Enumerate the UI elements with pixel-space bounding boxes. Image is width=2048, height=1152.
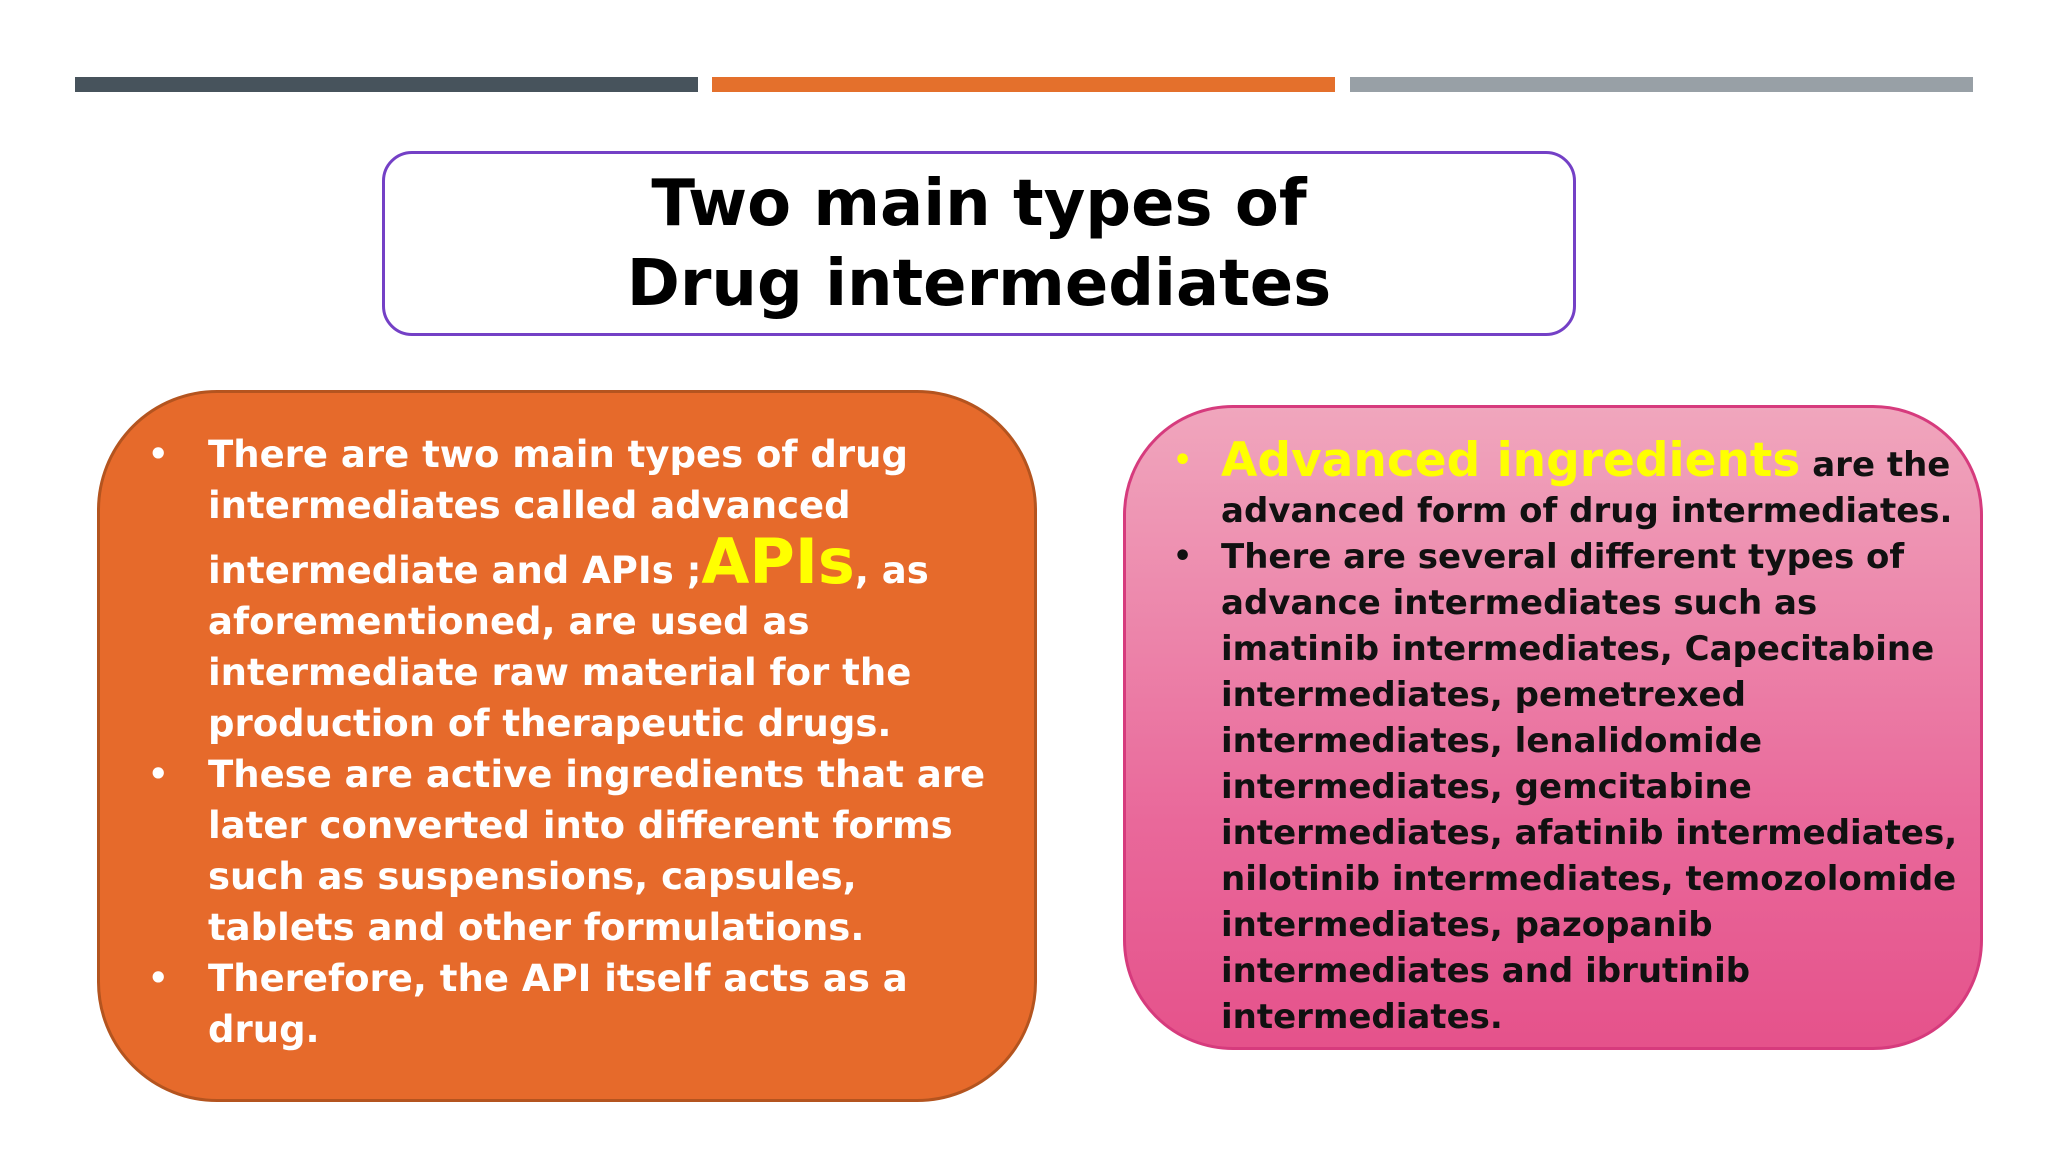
right-panel (1123, 405, 1983, 1050)
right-bullet-2-text: There are several different types of advance intermediates such as imatinib intermediates, Capecitabine intermediates, pemetrexed intermediates, lenalidomide intermediates, gemcitabine intermediates, afatinib intermediates, nilotinib intermediates, temozolomide intermediates, pazopanib intermediates and ibrutinib intermediates. (1221, 537, 1958, 1037)
title-line-1: Two main types of (651, 166, 1307, 241)
apis-highlight: APIs (701, 525, 855, 598)
left-bullet-2-text: These are active ingredients that are later converted into different forms such as suspensions, capsules, tablets and other formulations. (208, 753, 986, 949)
left-bullet-3 (148, 953, 1004, 1055)
right-bullet-1-text: are the advanced form of drug intermediates. (1221, 445, 1953, 531)
left-bullet-list (148, 429, 1004, 1055)
right-bullet-1 (1173, 433, 1960, 534)
left-bullet-1 (148, 429, 1004, 749)
title-box (382, 151, 1576, 336)
left-bullet-1-text-a: There are two main types of drug intermediates called advanced intermediate and APIs ; (208, 433, 908, 592)
left-bullet-1-text-b: , as aforementioned, are used as intermediate raw material for the production of therapeutic drugs. (208, 549, 929, 745)
advanced-ingredients-highlight: Advanced ingredients (1221, 433, 1801, 488)
bullet-marker: • (1173, 443, 1193, 478)
left-bullet-3-text: Therefore, the API itself acts as a drug. (208, 957, 908, 1051)
right-bullet-2 (1173, 534, 1960, 1040)
left-bullet-2 (148, 749, 1004, 953)
left-panel (97, 390, 1037, 1102)
header-bar-gray (1350, 77, 1973, 92)
bullet-marker: • (148, 959, 169, 997)
right-bullet-list (1173, 433, 1960, 1040)
header-bar-orange (712, 77, 1335, 92)
title-line-2: Drug intermediates (626, 246, 1332, 321)
bullet-marker: • (148, 755, 169, 793)
header-bar-dark (75, 77, 698, 92)
bullet-marker: • (148, 435, 169, 473)
bullet-marker: • (1173, 539, 1193, 574)
